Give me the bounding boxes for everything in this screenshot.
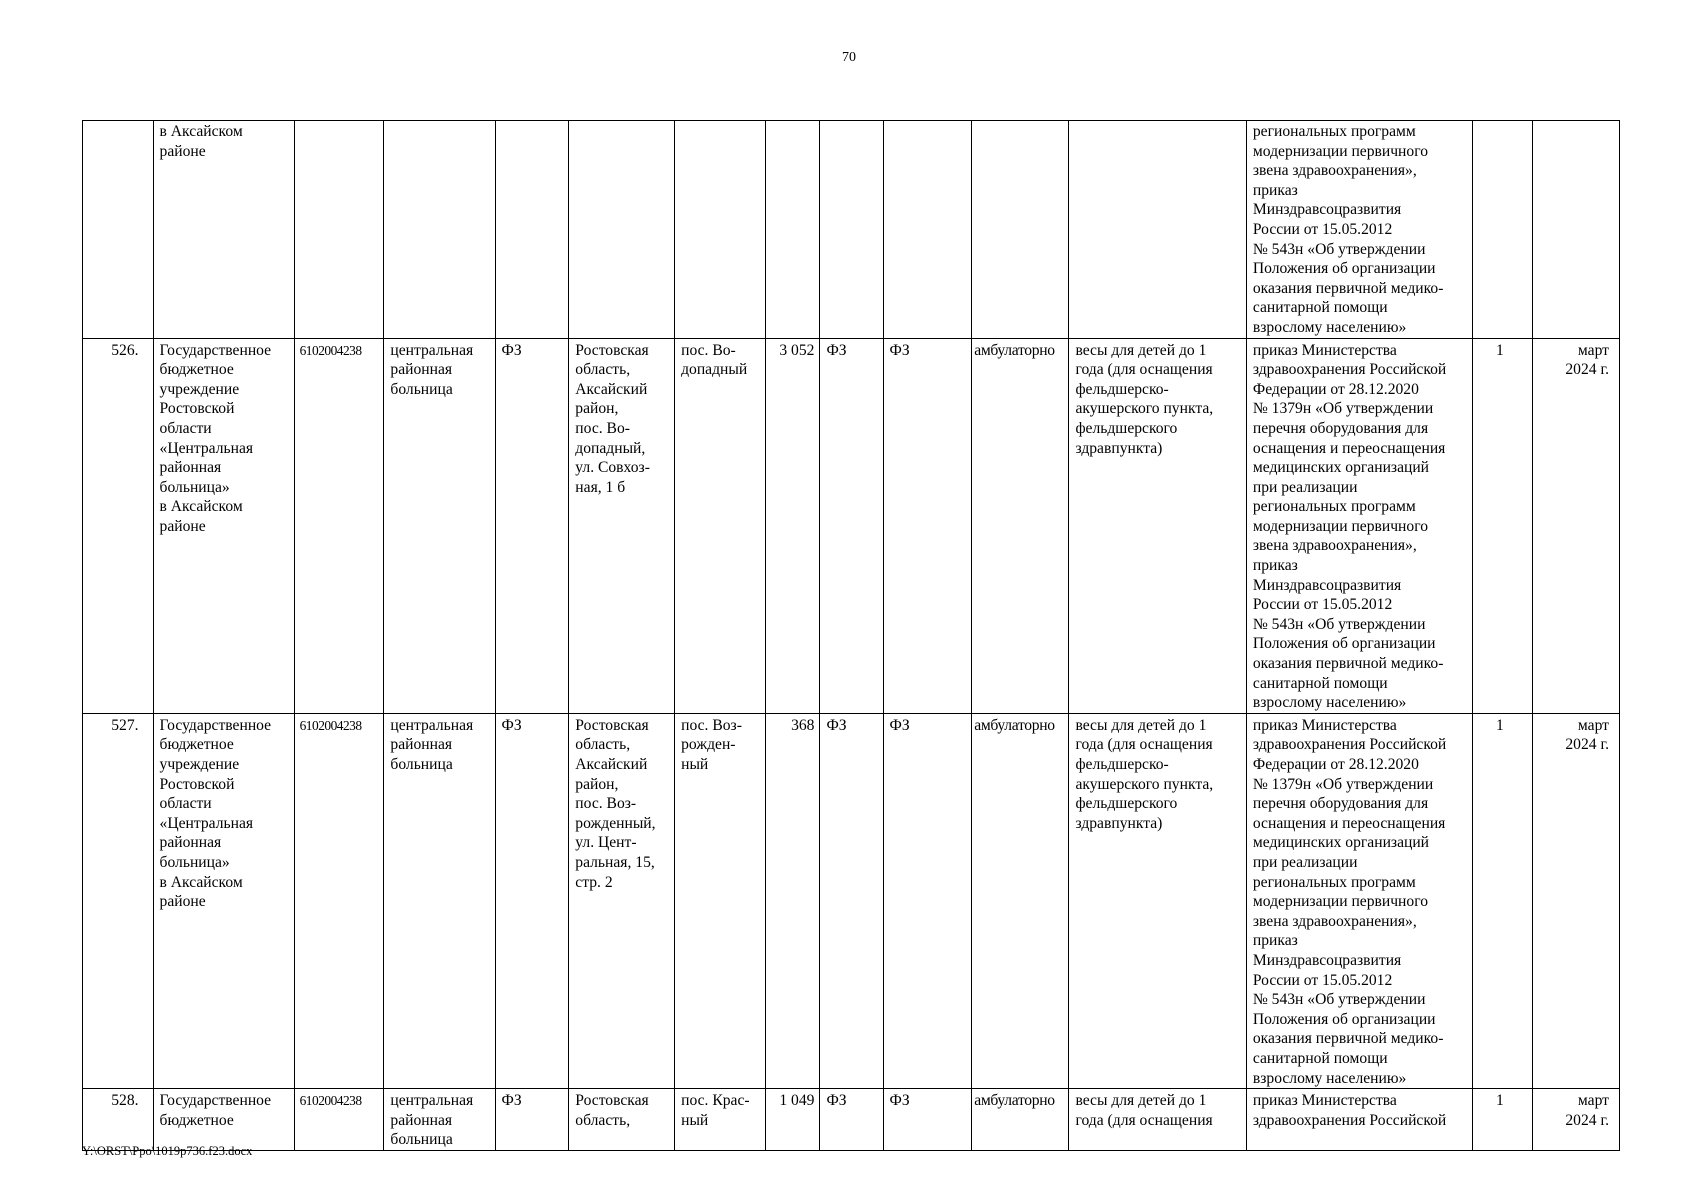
table-row bbox=[83, 121, 1620, 339]
row-number: 528. bbox=[83, 1089, 154, 1151]
delivery-date bbox=[1533, 121, 1620, 339]
row-number: 526. bbox=[83, 338, 154, 713]
care-type: амбулаторно bbox=[972, 713, 1069, 1088]
settlement: пос. Крас- ный bbox=[675, 1089, 766, 1151]
institution-type: центральная районная больница bbox=[384, 713, 495, 1088]
table-row bbox=[83, 338, 1620, 713]
care-type bbox=[972, 121, 1069, 339]
legal-basis: приказ Министерства здравоохранения Российской bbox=[1246, 1089, 1473, 1151]
delivery-date: март 2024 г. bbox=[1533, 338, 1620, 713]
inn bbox=[294, 121, 384, 339]
fz-cell bbox=[883, 121, 972, 339]
settlement: пос. Во- допадный bbox=[675, 338, 766, 713]
population: 1 049 bbox=[765, 1089, 820, 1151]
delivery-date: март 2024 г. bbox=[1533, 1089, 1620, 1151]
institution-name: в Аксайском районе bbox=[153, 121, 294, 339]
institution-name: Государственное бюджетное bbox=[153, 1089, 294, 1151]
equipment: весы для детей до 1 года (для оснащения фельдшерско- акушерского пункта, фельдшерского здравпункта) bbox=[1069, 713, 1246, 1088]
row-number bbox=[83, 121, 154, 339]
population: 3 052 bbox=[765, 338, 820, 713]
table-row bbox=[83, 1089, 1620, 1151]
fz-cell: ФЗ bbox=[883, 713, 972, 1088]
equipment: весы для детей до 1 года (для оснащения bbox=[1069, 1089, 1246, 1151]
fz-cell: ФЗ bbox=[495, 713, 569, 1088]
equipment bbox=[1069, 121, 1246, 339]
fz-cell: ФЗ bbox=[883, 338, 972, 713]
fz-cell bbox=[495, 121, 569, 339]
page-number: 70 bbox=[842, 50, 856, 65]
institution-type: центральная районная больница bbox=[384, 1089, 495, 1151]
legal-basis: приказ Министерства здравоохранения Российской Федерации от 28.12.2020 № 1379н «Об утверждении перечня оборудования для оснащения и переоснащения медицинских организаций при реализации региональных программ модернизации первичного звена здравоохранения», приказ Минздравсоцразвития России от 15.05.2012 № 543н «Об утверждении Положения об организации оказания первичной медико- санитарной помощи взрослому населению» bbox=[1246, 713, 1473, 1088]
footer-file-path: Y:\ORST\Ppo\1019p736.f23.docx bbox=[82, 1144, 253, 1158]
fz-cell: ФЗ bbox=[820, 713, 883, 1088]
fz-cell: ФЗ bbox=[820, 1089, 883, 1151]
institution-name: Государственное бюджетное учреждение Ростовской области «Центральная районная больница» в Аксайском районе bbox=[153, 338, 294, 713]
equipment-table bbox=[82, 120, 1620, 1151]
table-row bbox=[83, 713, 1620, 1088]
settlement bbox=[675, 121, 766, 339]
institution-name: Государственное бюджетное учреждение Ростовской области «Центральная районная больница» в Аксайском районе bbox=[153, 713, 294, 1088]
fz-cell: ФЗ bbox=[495, 1089, 569, 1151]
legal-basis: приказ Министерства здравоохранения Российской Федерации от 28.12.2020 № 1379н «Об утверждении перечня оборудования для оснащения и переоснащения медицинских организаций при реализации региональных программ модернизации первичного звена здравоохранения», приказ Минздравсоцразвития России от 15.05.2012 № 543н «Об утверждении Положения об организации оказания первичной медико- санитарной помощи взрослому населению» bbox=[1246, 338, 1473, 713]
address: Ростовская область, bbox=[569, 1089, 675, 1151]
quantity bbox=[1473, 121, 1533, 339]
legal-basis: региональных программ модернизации первичного звена здравоохранения», приказ Минздравсоцразвития России от 15.05.2012 № 543н «Об утверждении Положения об организации оказания первичной медико- санитарной помощи взрослому населению» bbox=[1246, 121, 1473, 339]
care-type: амбулаторно bbox=[972, 338, 1069, 713]
care-type: амбулаторно bbox=[972, 1089, 1069, 1151]
population bbox=[765, 121, 820, 339]
delivery-date: март 2024 г. bbox=[1533, 713, 1620, 1088]
institution-type: центральная районная больница bbox=[384, 338, 495, 713]
address: Ростовская область, Аксайский район, пос. Воз- рожденный, ул. Цент- ральная, 15, стр. 2 bbox=[569, 713, 675, 1088]
institution-type bbox=[384, 121, 495, 339]
fz-cell bbox=[820, 121, 883, 339]
quantity: 1 bbox=[1473, 713, 1533, 1088]
fz-cell: ФЗ bbox=[883, 1089, 972, 1151]
population: 368 bbox=[765, 713, 820, 1088]
inn: 6102004238 bbox=[294, 1089, 384, 1151]
address: Ростовская область, Аксайский район, пос. Во- допадный, ул. Совхоз- ная, 1 б bbox=[569, 338, 675, 713]
row-number: 527. bbox=[83, 713, 154, 1088]
fz-cell: ФЗ bbox=[495, 338, 569, 713]
inn: 6102004238 bbox=[294, 713, 384, 1088]
inn: 6102004238 bbox=[294, 338, 384, 713]
address bbox=[569, 121, 675, 339]
quantity: 1 bbox=[1473, 1089, 1533, 1151]
settlement: пос. Воз- рожден- ный bbox=[675, 713, 766, 1088]
equipment: весы для детей до 1 года (для оснащения фельдшерско- акушерского пункта, фельдшерского здравпункта) bbox=[1069, 338, 1246, 713]
quantity: 1 bbox=[1473, 338, 1533, 713]
fz-cell: ФЗ bbox=[820, 338, 883, 713]
